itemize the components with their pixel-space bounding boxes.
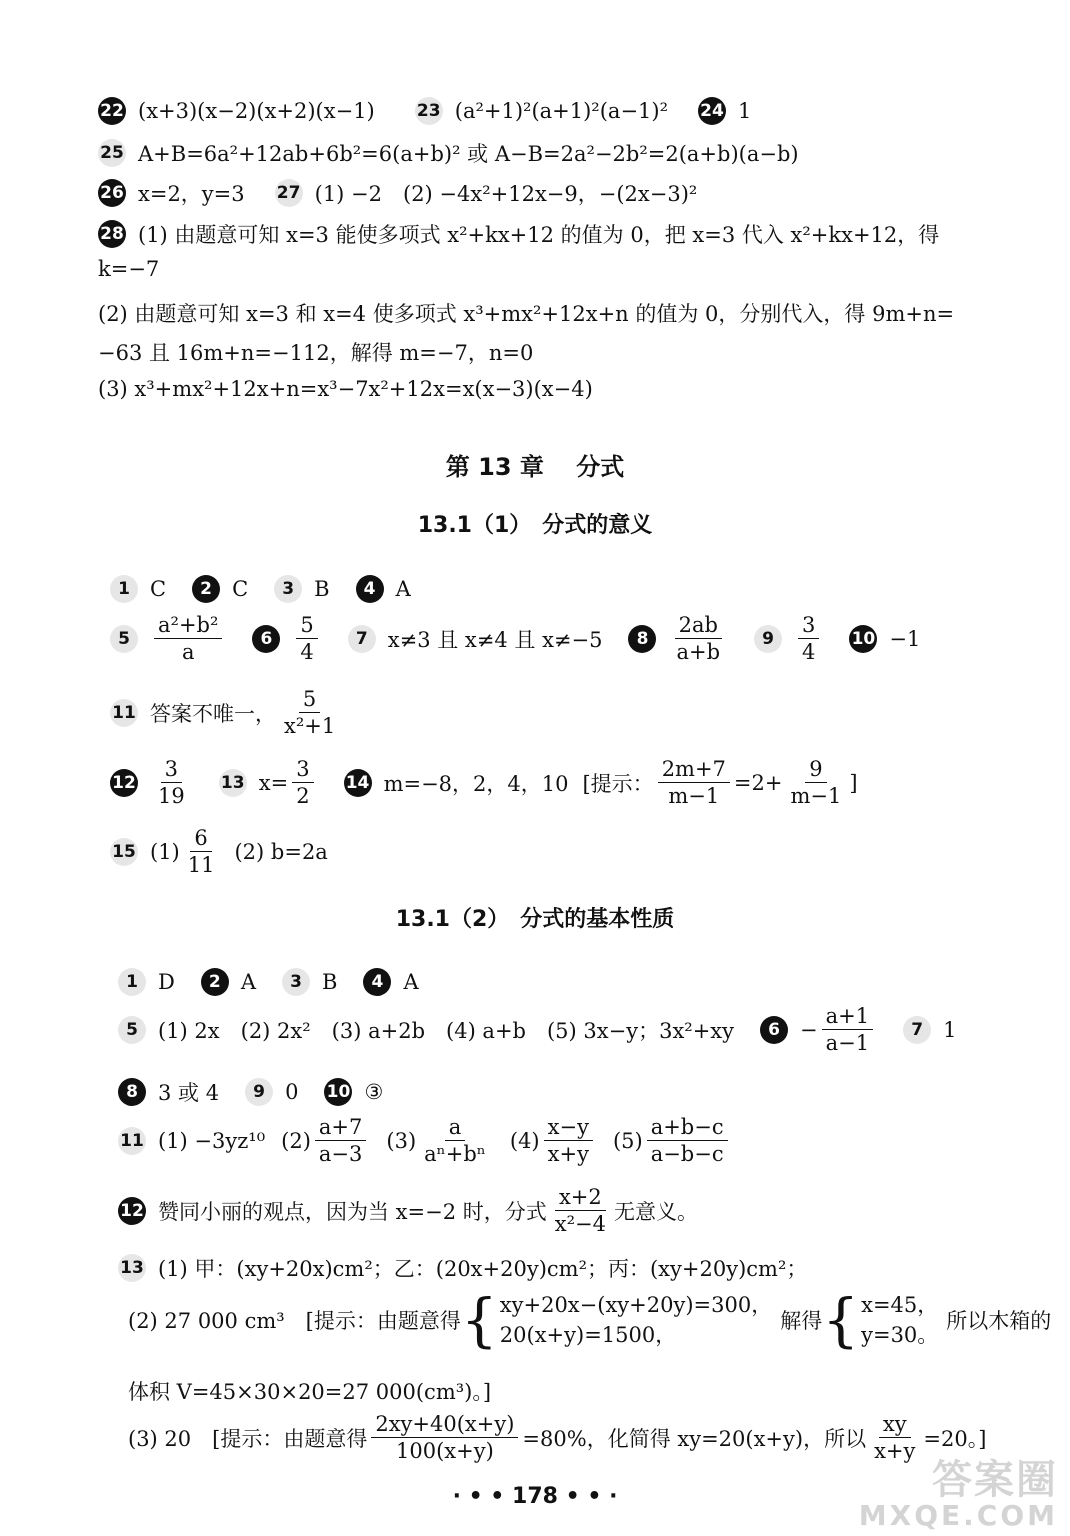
answer-text: 所以木箱的 (946, 1309, 1052, 1334)
fraction: $\frac{xy}{x+y}$ (874, 1412, 916, 1464)
question-number: 5 (110, 625, 138, 653)
fraction: $\frac{a}{\text{aⁿ+bⁿ}}$ (424, 1115, 486, 1167)
fraction: $\frac{6}{11}$ (187, 826, 215, 878)
fraction: $\frac{2xy+40(x+y)}{100(x+y)}$ (371, 1413, 518, 1462)
answer-text: (3) x³+mx²+12x+n=x³−7x²+12x=x(x−3)(x−4) (98, 377, 593, 401)
question-number: 9 (754, 625, 782, 653)
question-number: 27 (275, 179, 303, 207)
answer-text: =80%，化简得 xy=20(x+y)，所以 (522, 1426, 867, 1451)
fraction: $\frac{2ab}{a+b}$ (676, 613, 721, 665)
answer-text: 解得 (780, 1309, 823, 1334)
answer-text: B (322, 970, 338, 994)
answer-text: −1 (889, 626, 921, 651)
answer-text: =2+ (733, 770, 783, 795)
page-dots-right: • • · (557, 1484, 618, 1509)
question-number: 7 (903, 1016, 931, 1044)
answer-text: (1) 2x (2) 2x² (3) a+2b (4) a+b (5) 3x−y；3x²+xy (158, 1018, 735, 1043)
section-title: 13.1（1） 分式的意义 (417, 513, 653, 538)
answer-text: A (240, 970, 257, 994)
question-number: 3 (274, 575, 302, 603)
fraction: $\frac{x+2}{\text{x²−4}}$ (554, 1185, 606, 1237)
answer-text: 0 (285, 1080, 299, 1104)
equation-system: { xy+20x−(xy+20y)=300， 20(x+y)=1500， (460, 1286, 773, 1355)
question-number: 3 (282, 968, 310, 996)
fraction: $\frac{\text{a²+b²}}{a}$ (154, 614, 222, 663)
fraction: $\frac{3}{2}$ (292, 758, 313, 807)
answer-text: A (395, 577, 411, 601)
question-number: 2 (192, 575, 220, 603)
answer-text: x=2，y=3 (138, 182, 245, 206)
question-number: 25 (98, 139, 126, 167)
question-number: 14 (344, 769, 372, 797)
answer-text: ] (849, 770, 858, 795)
question-number: 23 (415, 97, 443, 125)
fraction: $\frac{3}{4}$ (798, 614, 819, 663)
question-number: 6 (760, 1016, 788, 1044)
answer-text: (2) (281, 1128, 311, 1153)
fraction: $\frac{a+7}{a-3}$ (315, 1116, 366, 1165)
question-number: 28 (98, 220, 126, 248)
answer-text: ③ (364, 1080, 384, 1104)
answer-text: (4) (509, 1128, 540, 1153)
answer-text: 1 (943, 1017, 957, 1042)
answer-text: (3) (386, 1128, 417, 1153)
question-number: 1 (110, 575, 138, 603)
fraction: $\frac{5}{4}$ (296, 614, 317, 663)
answer-text: 3 或 4 (158, 1081, 220, 1105)
hint-label: [提示： (582, 771, 654, 796)
fraction: $\frac{3}{19}$ (158, 757, 185, 809)
question-number: 11 (110, 699, 138, 727)
fraction: $\frac{2m+7}{m-1}$ (658, 758, 730, 807)
question-number: 13 (118, 1254, 146, 1282)
chapter-title: 第 13 章 分式 (445, 453, 625, 481)
answer-text: (2) 由题意可知 x=3 和 x=4 使多项式 x³+mx²+12x+n 的值为 0，分别代入，得 9m+n= (98, 302, 955, 326)
answer-text: − (800, 1017, 818, 1042)
answer-text: A+B=6a²+12ab+6b²=6(a+b)² 或 A−B=2a²−2b²=2(a+b)(a−b) (138, 142, 799, 166)
answer-text: C (150, 577, 167, 601)
answer-text: x= (258, 770, 289, 795)
answer-text: (x+3)(x−2)(x+2)(x−1) (138, 99, 375, 123)
answer-text: =20。] (923, 1426, 987, 1451)
answer-text: 无意义。 (613, 1199, 698, 1224)
answer-text: (1) 甲：(xy+20x)cm²；乙：(20x+20y)cm²；丙：(xy+20y)cm²； (158, 1257, 808, 1281)
answer-text: m=−8，2，4，10 (383, 771, 569, 796)
fraction: $\frac{a+b-c}{a-b-c}$ (647, 1116, 728, 1165)
question-number: 24 (698, 97, 726, 125)
answer-text: C (232, 577, 249, 601)
question-number: 8 (628, 625, 656, 653)
question-number: 11 (118, 1127, 146, 1155)
question-number: 10 (849, 625, 877, 653)
question-number: 12 (110, 769, 138, 797)
answer-text: (1) 由题意可知 x=3 能使多项式 x²+kx+12 的值为 0，把 x=3 代入 x²+kx+12，得 (138, 223, 940, 247)
question-number: 4 (363, 968, 391, 996)
answer-text: (3) 20 [提示：由题意得 (128, 1426, 368, 1451)
answer-text: D (158, 970, 175, 994)
page-number: · • • 178 • • · (452, 1484, 618, 1509)
question-number: 12 (118, 1197, 146, 1225)
answer-text: (1) −2 (2) −4x²+12x−9，−(2x−3)² (314, 182, 698, 206)
answer-text: A (403, 970, 419, 994)
answer-text: (1) (150, 839, 180, 864)
solution-system: { x=45， y=30。 (822, 1286, 939, 1355)
answer-text: 赞同小丽的观点，因为当 x=−2 时，分式 (158, 1199, 547, 1224)
fraction: $\frac{a+1}{a-1}$ (822, 1005, 873, 1054)
question-number: 22 (98, 97, 126, 125)
question-number: 2 (201, 968, 229, 996)
question-number: 10 (324, 1078, 352, 1106)
answer-text: B (314, 577, 330, 601)
question-number: 13 (219, 769, 247, 797)
answer-text: 体积 V=45×30×20=27 000(cm³)。] (128, 1380, 492, 1404)
question-number: 8 (118, 1078, 146, 1106)
answer-text: (1) −3yz¹⁰ (158, 1128, 266, 1153)
fraction: $\frac{5}{\text{x²+1}}$ (284, 687, 336, 739)
page-dots-left: · • • (452, 1484, 513, 1509)
answer-text: 1 (738, 99, 752, 123)
section-title: 13.1（2） 分式的基本性质 (395, 907, 675, 932)
answer-text: (2) b=2a (234, 839, 328, 864)
question-number: 5 (118, 1016, 146, 1044)
answer-text: (a²+1)²(a+1)²(a−1)² (454, 99, 669, 123)
answer-text: −63 且 16m+n=−112，解得 m=−7，n=0 (98, 341, 534, 365)
answer-text: (5) (612, 1128, 643, 1153)
watermark-logo: 答案圈 MXQE.COM (858, 1456, 1058, 1532)
question-number: 15 (110, 838, 138, 866)
fraction: $\frac{9}{m-1}$ (790, 757, 842, 809)
answer-text: 答案不唯一， (150, 701, 276, 726)
question-number: 1 (118, 968, 146, 996)
answer-text: (2) 27 000 cm³ [提示：由题意得 (128, 1309, 461, 1334)
answer-text: x≠3 且 x≠4 且 x≠−5 (387, 627, 603, 652)
question-number: 9 (245, 1078, 273, 1106)
answer-text: k=−7 (98, 257, 160, 281)
fraction: $\frac{x-y}{x+y}$ (544, 1116, 593, 1165)
question-number: 4 (356, 575, 384, 603)
question-number: 6 (252, 625, 280, 653)
question-number: 7 (348, 625, 376, 653)
question-number: 26 (98, 179, 126, 207)
